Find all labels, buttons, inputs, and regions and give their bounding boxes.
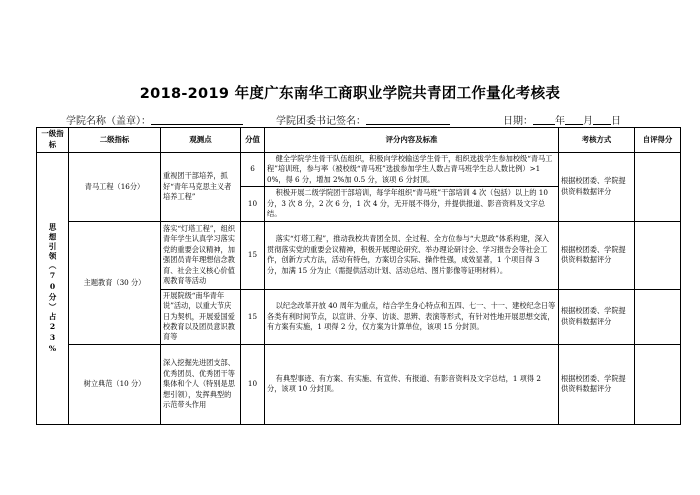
method-cell: 根据校团委、学院提供资料数据评分 <box>559 344 635 424</box>
college-name-field[interactable] <box>66 112 243 127</box>
secretary-signature-blank[interactable] <box>366 114 450 125</box>
secretary-signature-field[interactable] <box>276 112 450 127</box>
year-label: 年 <box>555 116 565 127</box>
method-cell: 根据校团委、学院提供资料数据评分 <box>559 153 635 222</box>
header-level2: 二级指标 <box>69 128 161 153</box>
criteria-cell: 有典型事迹、有方案、有实施、有宣传、有报道、有影音资料及文字总结，1 项得 2 分，该项 10 分封顶。 <box>265 344 559 424</box>
table-header-row <box>37 128 681 153</box>
header-criteria: 评分内容及标准 <box>265 128 559 153</box>
college-name-label: 学院名称（盖章）： <box>66 116 151 127</box>
method-cell: 根据校团委、学院提供资料数据评分 <box>559 221 635 289</box>
month-blank[interactable] <box>565 114 583 125</box>
observation-cell: 深入挖掘先进团支部、优秀团员、优秀团干等集体和个人（特别是思想引领），发挥典型的示范带头作用 <box>161 344 241 424</box>
level2-qingma: 青马工程（16分） <box>69 153 161 222</box>
score-cell: 10 <box>241 344 265 424</box>
header-level1: 一级指标 <box>37 128 69 153</box>
self-score-input[interactable] <box>635 344 681 424</box>
table-row <box>37 344 681 410</box>
level2-theme-education: 主题教育（30 分） <box>69 221 161 344</box>
table-row <box>37 221 681 289</box>
score-cell: 15 <box>241 289 265 344</box>
observation-qingma: 重视团干部培养，抓好“青年马克思主义者培养工程” <box>161 153 241 222</box>
secretary-signature-label: 学院团委书记签名： <box>276 116 366 127</box>
method-cell: 根据校团委、学院提供资料数据评分 <box>559 289 635 344</box>
table-row <box>37 153 681 187</box>
day-blank[interactable] <box>593 114 611 125</box>
self-score-input[interactable] <box>635 221 681 289</box>
score-cell: 10 <box>241 187 265 221</box>
level1-label: 思想引领（70分）占23% <box>48 222 57 355</box>
header-observation: 观测点 <box>161 128 241 153</box>
level2-role-model: 树立典范（10 分） <box>69 344 161 424</box>
year-blank[interactable] <box>533 114 555 125</box>
assessment-table <box>36 127 681 425</box>
page-title: 2018-2019 年度广东南华工商职业学院共青团工作量化考核表 <box>139 86 561 102</box>
criteria-cell: 以纪念改革开放 40 周年为重点，结合学生身心特点和五四、七一、十一、建校纪念日等各类有利时间节点，以宣讲、分享、访谈、思辨、表演等形式，有针对性地开展思想交流，有方案有实施，1 项得 2 分，仅方案为计算单位，该项 15 分封顶。 <box>265 289 559 344</box>
observation-cell: 开展院级“南华青年说”活动，以重大节庆日为契机，开展爱国爱校教育以及团员意识教育等 <box>161 289 241 344</box>
header-self-score: 自评得分 <box>635 128 681 153</box>
observation-cell: 落实“灯塔工程”，组织青年学生认真学习落实党的重要会议精神，加强团员青年理想信念教育、社会主义核心价值观教育等活动 <box>161 221 241 289</box>
college-name-blank[interactable] <box>151 114 243 125</box>
criteria-cell: 积极开展二级学院团干部培训，每学年组织“青马班”干部培训 4 次（包括）以上的 10 分，3 次 8 分，2 次 6 分，1 次 4 分，无开展不得分，并提供报道、影音资料及文字总结。 <box>265 187 559 221</box>
self-score-input[interactable] <box>635 153 681 222</box>
criteria-cell: 落实“灯塔工程”，推动我校共青团全员、全过程、全方位参与“大思政”体系构建，深入贯彻落实党的重要会议精神，积极开展理论研究、举办理论研讨会、学习报告会等社会工作，创新方式方法，活动有特色，方案切合实际、操作性强，成效显著，1 个项目得 3 分，加满 15 分为止（需提供活动计划、活动总结、图片影像等证明材料）。 <box>265 221 559 289</box>
date-field[interactable] <box>503 112 621 127</box>
month-label: 月 <box>583 116 593 127</box>
header-method: 考核方式 <box>559 128 635 153</box>
header-score: 分值 <box>241 128 265 153</box>
day-label: 日 <box>611 116 621 127</box>
date-label: 日期： <box>503 116 533 127</box>
level1-cell <box>37 153 69 425</box>
score-cell: 15 <box>241 221 265 289</box>
criteria-cell: 健全学院学生骨干队伍组织，积极向学校输送学生骨干，组织选拔学生参加校级“青马工程”培训班，参与率（被校级“青马班”选拔参加学生人数占青马班学生总人数比例）>10%，得 6 分，增加 2%加 0.5 分，该项 6 分封顶。 <box>265 153 559 187</box>
score-cell: 6 <box>241 153 265 187</box>
self-score-input[interactable] <box>635 289 681 344</box>
